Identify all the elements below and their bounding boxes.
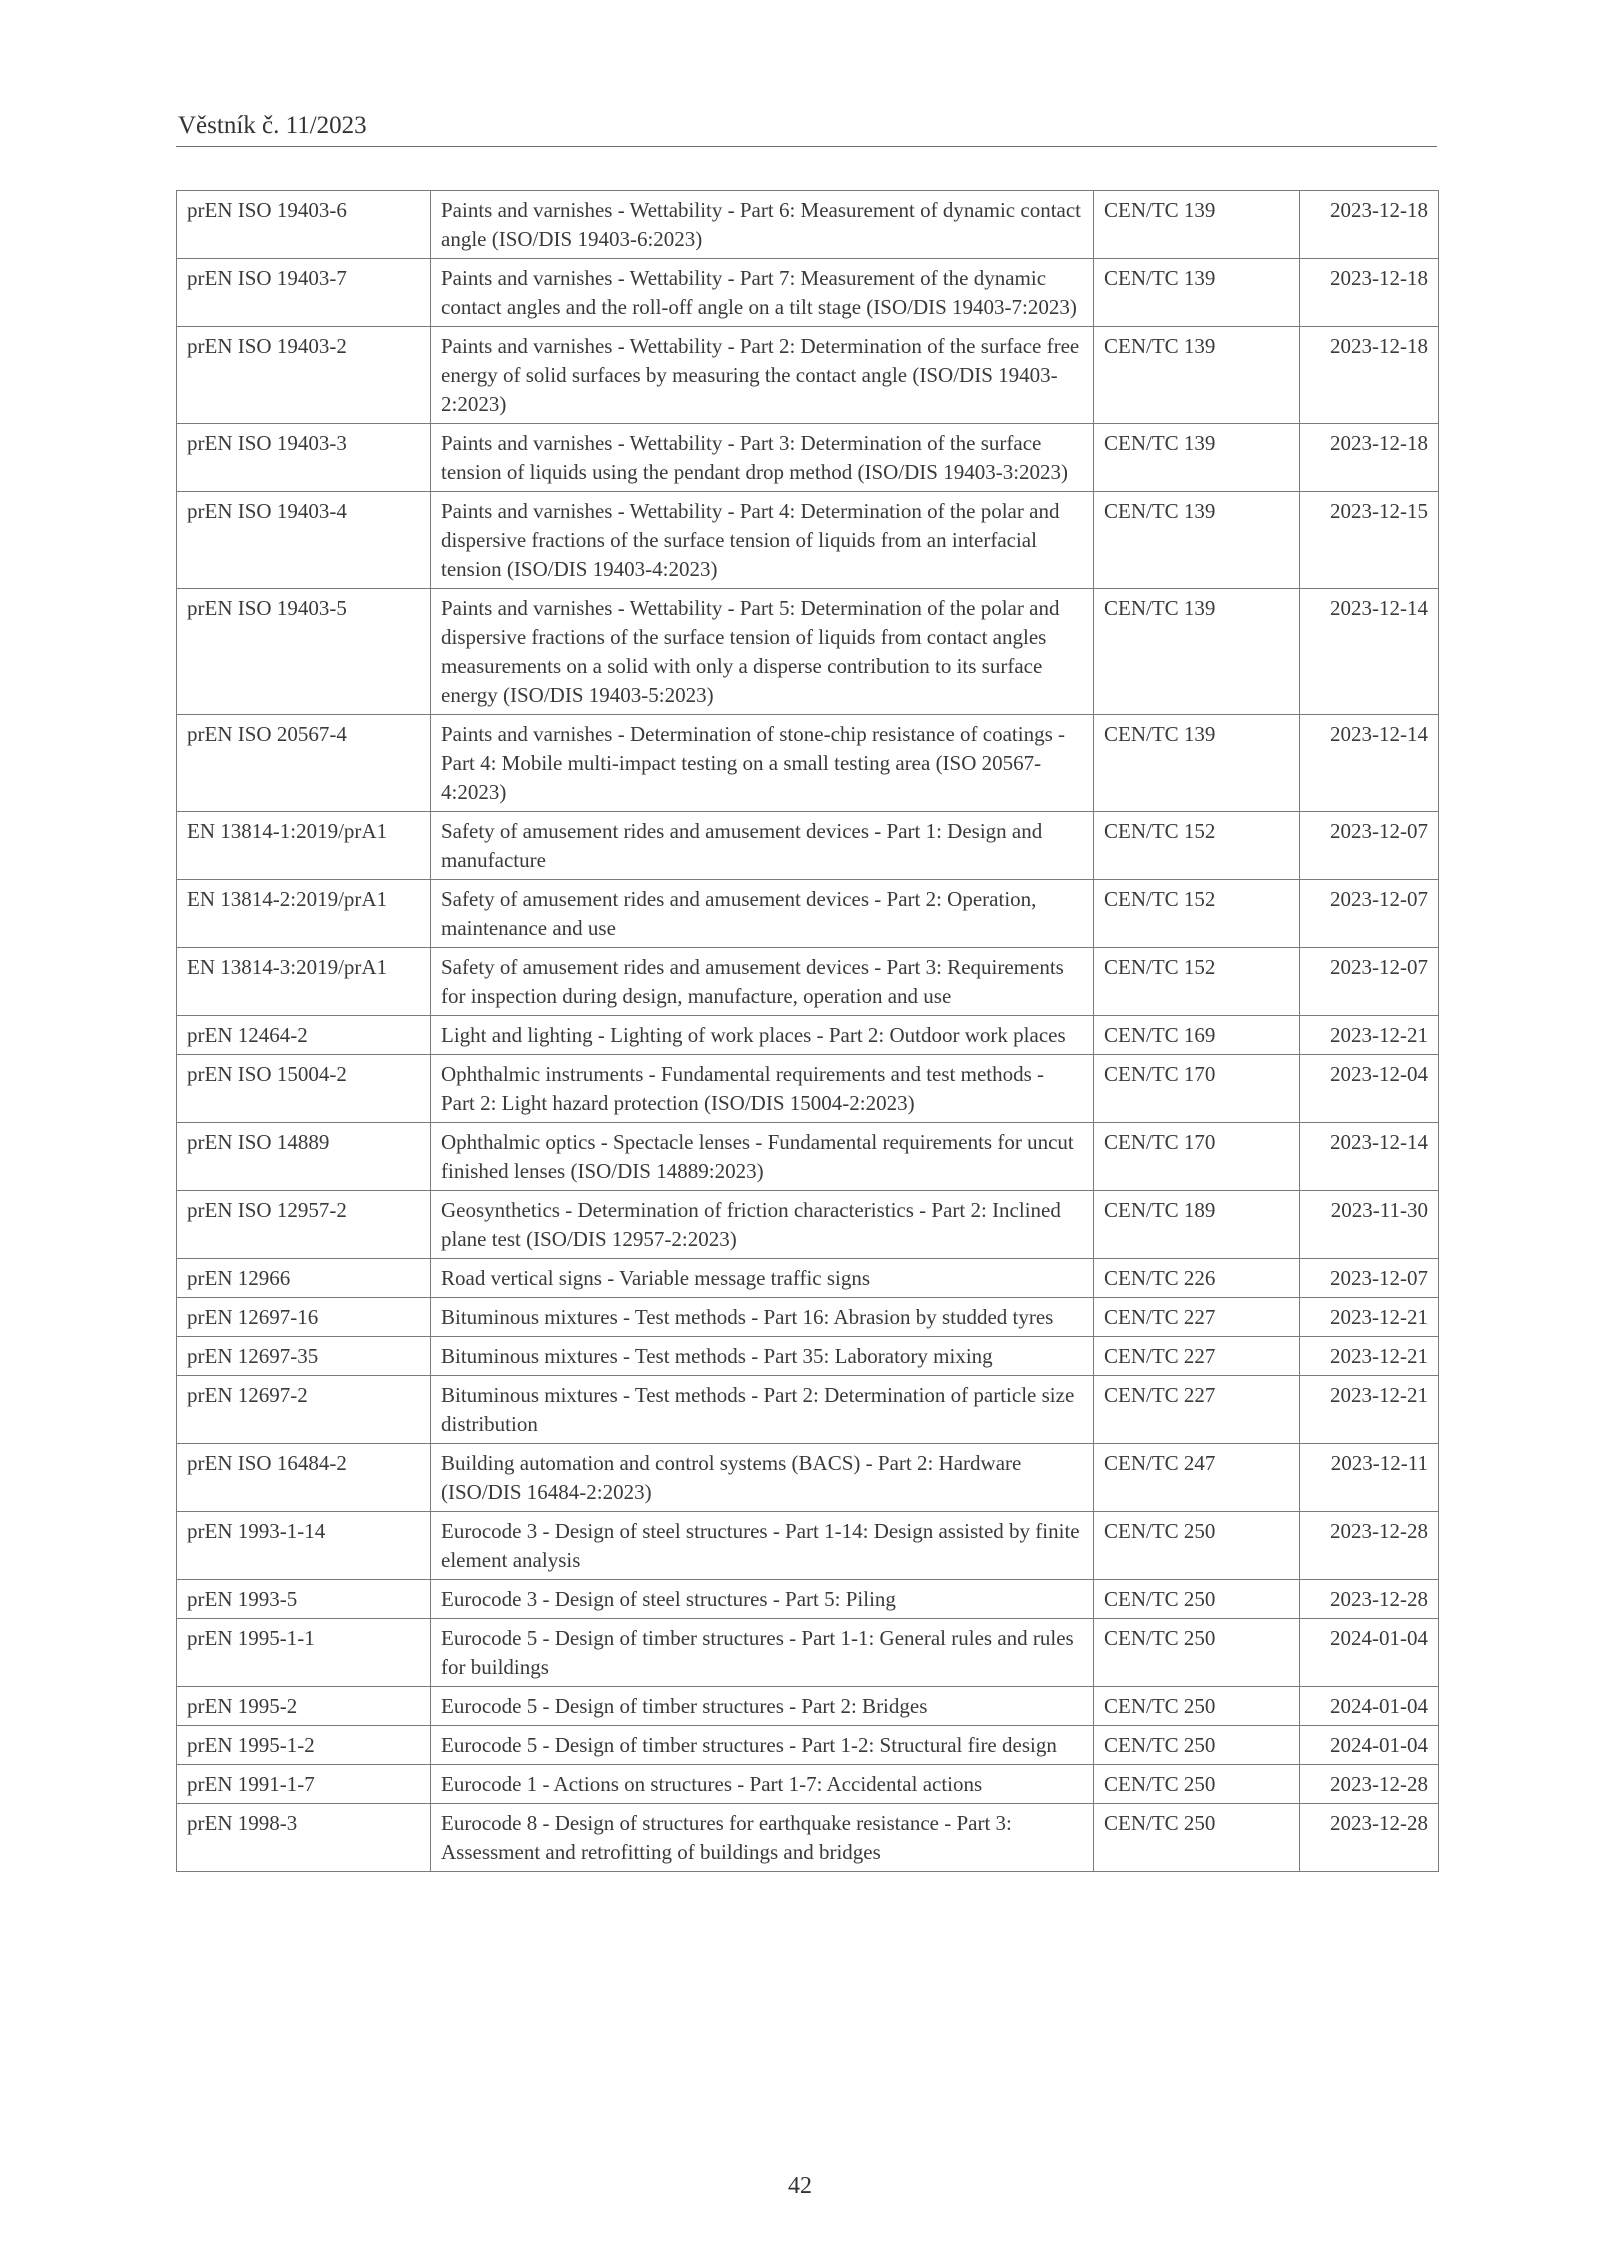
committee-cell: CEN/TC 139: [1094, 259, 1300, 327]
standard-code-cell: prEN 1993-1-14: [177, 1512, 431, 1580]
standard-code-cell: prEN 1991-1-7: [177, 1765, 431, 1804]
standard-title-cell: Eurocode 5 - Design of timber structures - Part 2: Bridges: [431, 1687, 1094, 1726]
committee-cell: CEN/TC 227: [1094, 1298, 1300, 1337]
committee-cell: CEN/TC 250: [1094, 1765, 1300, 1804]
standard-title-cell: Eurocode 3 - Design of steel structures - Part 5: Piling: [431, 1580, 1094, 1619]
standard-title-cell: Paints and varnishes - Wettability - Part 2: Determination of the surface free energy of solid surfaces by measuring the contact angle (ISO/DIS 19403-2:2023): [431, 327, 1094, 424]
committee-cell: CEN/TC 139: [1094, 589, 1300, 715]
standard-code-cell: prEN 12966: [177, 1259, 431, 1298]
standard-code-cell: EN 13814-2:2019/prA1: [177, 880, 431, 948]
table-row: [177, 1298, 1439, 1337]
standard-code-cell: prEN 1995-1-1: [177, 1619, 431, 1687]
deadline-date-cell: 2023-12-28: [1300, 1580, 1439, 1619]
deadline-date-cell: 2023-12-18: [1300, 259, 1439, 327]
standard-title-cell: Bituminous mixtures - Test methods - Part 35: Laboratory mixing: [431, 1337, 1094, 1376]
standard-title-cell: Road vertical signs - Variable message traffic signs: [431, 1259, 1094, 1298]
table-row: [177, 1016, 1439, 1055]
table-row: [177, 1444, 1439, 1512]
deadline-date-cell: 2024-01-04: [1300, 1726, 1439, 1765]
deadline-date-cell: 2024-01-04: [1300, 1619, 1439, 1687]
standard-code-cell: prEN ISO 19403-6: [177, 191, 431, 259]
table-row: [177, 589, 1439, 715]
standard-title-cell: Paints and varnishes - Wettability - Part 7: Measurement of the dynamic contact angles and the roll-off angle on a tilt stage (ISO/DIS 19403-7:2023): [431, 259, 1094, 327]
table-row: [177, 1259, 1439, 1298]
deadline-date-cell: 2023-12-21: [1300, 1376, 1439, 1444]
table-row: [177, 1765, 1439, 1804]
table-row: [177, 327, 1439, 424]
standard-title-cell: Ophthalmic optics - Spectacle lenses - Fundamental requirements for uncut finished lenses (ISO/DIS 14889:2023): [431, 1123, 1094, 1191]
standard-title-cell: Geosynthetics - Determination of friction characteristics - Part 2: Inclined plane test (ISO/DIS 12957-2:2023): [431, 1191, 1094, 1259]
deadline-date-cell: 2024-01-04: [1300, 1687, 1439, 1726]
standard-code-cell: prEN ISO 14889: [177, 1123, 431, 1191]
committee-cell: CEN/TC 250: [1094, 1512, 1300, 1580]
standard-title-cell: Paints and varnishes - Wettability - Part 6: Measurement of dynamic contact angle (ISO/DIS 19403-6:2023): [431, 191, 1094, 259]
committee-cell: CEN/TC 152: [1094, 880, 1300, 948]
table-row: [177, 1804, 1439, 1872]
committee-cell: CEN/TC 250: [1094, 1687, 1300, 1726]
standard-title-cell: Eurocode 3 - Design of steel structures - Part 1-14: Design assisted by finite element analysis: [431, 1512, 1094, 1580]
table-row: [177, 1726, 1439, 1765]
deadline-date-cell: 2023-12-07: [1300, 880, 1439, 948]
standard-code-cell: prEN ISO 16484-2: [177, 1444, 431, 1512]
standard-title-cell: Ophthalmic instruments - Fundamental requirements and test methods - Part 2: Light hazard protection (ISO/DIS 15004-2:2023): [431, 1055, 1094, 1123]
deadline-date-cell: 2023-12-07: [1300, 1259, 1439, 1298]
deadline-date-cell: 2023-12-21: [1300, 1016, 1439, 1055]
standard-title-cell: Eurocode 5 - Design of timber structures - Part 1-2: Structural fire design: [431, 1726, 1094, 1765]
table-row: [177, 1055, 1439, 1123]
page-header: [176, 112, 1437, 147]
committee-cell: CEN/TC 250: [1094, 1804, 1300, 1872]
standard-code-cell: EN 13814-1:2019/prA1: [177, 812, 431, 880]
deadline-date-cell: 2023-12-21: [1300, 1298, 1439, 1337]
standard-title-cell: Paints and varnishes - Wettability - Part 5: Determination of the polar and dispersive fractions of the surface tension of liquids from contact angles measurements on a solid with only a disperse contribution to its surface energy (ISO/DIS 19403-5:2023): [431, 589, 1094, 715]
table-row: [177, 812, 1439, 880]
table-row: [177, 492, 1439, 589]
standard-title-cell: Paints and varnishes - Wettability - Part 3: Determination of the surface tension of liquids using the pendant drop method (ISO/DIS 19403-3:2023): [431, 424, 1094, 492]
standard-code-cell: prEN ISO 12957-2: [177, 1191, 431, 1259]
standard-title-cell: Eurocode 5 - Design of timber structures - Part 1-1: General rules and rules for buildings: [431, 1619, 1094, 1687]
committee-cell: CEN/TC 139: [1094, 715, 1300, 812]
table-row: [177, 191, 1439, 259]
standard-code-cell: prEN 12697-2: [177, 1376, 431, 1444]
table-row: [177, 1191, 1439, 1259]
standard-title-cell: Safety of amusement rides and amusement devices - Part 1: Design and manufacture: [431, 812, 1094, 880]
committee-cell: CEN/TC 250: [1094, 1619, 1300, 1687]
standard-code-cell: prEN 1998-3: [177, 1804, 431, 1872]
table-row: [177, 1512, 1439, 1580]
standard-code-cell: prEN 12697-16: [177, 1298, 431, 1337]
deadline-date-cell: 2023-12-14: [1300, 1123, 1439, 1191]
standard-title-cell: Safety of amusement rides and amusement devices - Part 3: Requirements for inspection during design, manufacture, operation and use: [431, 948, 1094, 1016]
committee-cell: CEN/TC 247: [1094, 1444, 1300, 1512]
standard-code-cell: prEN ISO 20567-4: [177, 715, 431, 812]
committee-cell: CEN/TC 169: [1094, 1016, 1300, 1055]
standard-title-cell: Paints and varnishes - Wettability - Part 4: Determination of the polar and dispersive fractions of the surface tension of liquids from an interfacial tension (ISO/DIS 19403-4:2023): [431, 492, 1094, 589]
committee-cell: CEN/TC 152: [1094, 948, 1300, 1016]
header-title: Věstník č. 11/2023: [178, 112, 367, 139]
deadline-date-cell: 2023-12-07: [1300, 948, 1439, 1016]
committee-cell: CEN/TC 250: [1094, 1580, 1300, 1619]
deadline-date-cell: 2023-12-28: [1300, 1512, 1439, 1580]
deadline-date-cell: 2023-12-14: [1300, 715, 1439, 812]
deadline-date-cell: 2023-12-11: [1300, 1444, 1439, 1512]
table-row: [177, 715, 1439, 812]
standard-code-cell: prEN ISO 19403-5: [177, 589, 431, 715]
table-row: [177, 1580, 1439, 1619]
deadline-date-cell: 2023-12-18: [1300, 191, 1439, 259]
table-row: [177, 424, 1439, 492]
standard-code-cell: EN 13814-3:2019/prA1: [177, 948, 431, 1016]
standards-table-body: [177, 191, 1439, 1872]
deadline-date-cell: 2023-12-04: [1300, 1055, 1439, 1123]
table-row: [177, 259, 1439, 327]
deadline-date-cell: 2023-12-07: [1300, 812, 1439, 880]
standard-code-cell: prEN ISO 19403-2: [177, 327, 431, 424]
committee-cell: CEN/TC 250: [1094, 1726, 1300, 1765]
committee-cell: CEN/TC 227: [1094, 1376, 1300, 1444]
standard-title-cell: Building automation and control systems (BACS) - Part 2: Hardware (ISO/DIS 16484-2:2023): [431, 1444, 1094, 1512]
standard-title-cell: Paints and varnishes - Determination of stone-chip resistance of coatings - Part 4: Mobile multi-impact testing on a small testing area (ISO 20567-4:2023): [431, 715, 1094, 812]
table-row: [177, 1123, 1439, 1191]
table-row: [177, 1337, 1439, 1376]
standard-title-cell: Bituminous mixtures - Test methods - Part 2: Determination of particle size distribution: [431, 1376, 1094, 1444]
standard-code-cell: prEN ISO 19403-3: [177, 424, 431, 492]
committee-cell: CEN/TC 139: [1094, 492, 1300, 589]
deadline-date-cell: 2023-12-21: [1300, 1337, 1439, 1376]
standard-code-cell: prEN 12697-35: [177, 1337, 431, 1376]
standard-code-cell: prEN 1993-5: [177, 1580, 431, 1619]
table-row: [177, 1619, 1439, 1687]
deadline-date-cell: 2023-12-14: [1300, 589, 1439, 715]
deadline-date-cell: 2023-12-28: [1300, 1804, 1439, 1872]
standard-code-cell: prEN ISO 19403-4: [177, 492, 431, 589]
standard-code-cell: prEN 1995-1-2: [177, 1726, 431, 1765]
committee-cell: CEN/TC 227: [1094, 1337, 1300, 1376]
standard-code-cell: prEN ISO 15004-2: [177, 1055, 431, 1123]
committee-cell: CEN/TC 226: [1094, 1259, 1300, 1298]
standard-title-cell: Bituminous mixtures - Test methods - Part 16: Abrasion by studded tyres: [431, 1298, 1094, 1337]
deadline-date-cell: 2023-12-18: [1300, 327, 1439, 424]
standard-title-cell: Eurocode 1 - Actions on structures - Part 1-7: Accidental actions: [431, 1765, 1094, 1804]
standard-title-cell: Safety of amusement rides and amusement devices - Part 2: Operation, maintenance and use: [431, 880, 1094, 948]
committee-cell: CEN/TC 152: [1094, 812, 1300, 880]
standard-code-cell: prEN 1995-2: [177, 1687, 431, 1726]
deadline-date-cell: 2023-12-18: [1300, 424, 1439, 492]
table-row: [177, 948, 1439, 1016]
standard-title-cell: Light and lighting - Lighting of work places - Part 2: Outdoor work places: [431, 1016, 1094, 1055]
committee-cell: CEN/TC 170: [1094, 1123, 1300, 1191]
deadline-date-cell: 2023-12-28: [1300, 1765, 1439, 1804]
table-row: [177, 1687, 1439, 1726]
committee-cell: CEN/TC 139: [1094, 327, 1300, 424]
table-row: [177, 880, 1439, 948]
standard-code-cell: prEN ISO 19403-7: [177, 259, 431, 327]
committee-cell: CEN/TC 139: [1094, 424, 1300, 492]
committee-cell: CEN/TC 170: [1094, 1055, 1300, 1123]
committee-cell: CEN/TC 139: [1094, 191, 1300, 259]
table-row: [177, 1376, 1439, 1444]
deadline-date-cell: 2023-12-15: [1300, 492, 1439, 589]
standard-title-cell: Eurocode 8 - Design of structures for earthquake resistance - Part 3: Assessment and retrofitting of buildings and bridges: [431, 1804, 1094, 1872]
page-number: 42: [788, 2173, 812, 2199]
standard-code-cell: prEN 12464-2: [177, 1016, 431, 1055]
deadline-date-cell: 2023-11-30: [1300, 1191, 1439, 1259]
committee-cell: CEN/TC 189: [1094, 1191, 1300, 1259]
standards-table: [176, 190, 1439, 1872]
